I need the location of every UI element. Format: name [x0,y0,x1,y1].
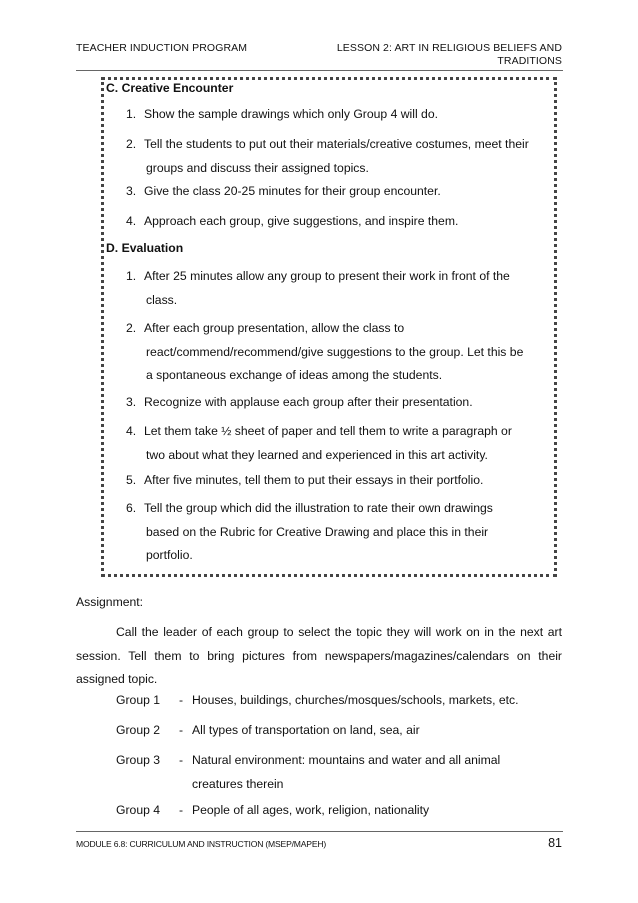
list-item [126,317,523,388]
item-number: 6. [126,501,137,515]
list-item [126,103,438,127]
list-item [126,180,441,204]
item-number: 3. [126,395,137,409]
item-text: a spontaneous exchange of ideas among the students. [146,368,443,382]
header-left: TEACHER INDUCTION PROGRAM [76,42,248,54]
list-item [126,391,473,415]
item-number: 4. [126,214,137,228]
header-right [332,42,562,68]
group-row [116,799,562,823]
group-text: All types of transportation on land, sea, air [192,723,420,737]
group-dash: - [179,753,184,767]
group-label: Group 4 [116,803,161,817]
item-text: class. [146,292,178,307]
group-text: creatures therein [192,776,284,791]
item-text: Let them take ½ sheet of paper and tell them to write a paragraph or [144,424,512,438]
page-number: 81 [548,836,562,850]
item-number: 2. [126,137,137,151]
item-number: 2. [126,321,137,335]
item-text: After 25 minutes allow any group to present their work in front of the [144,269,510,283]
group-text: People of all ages, work, religion, nationality [192,803,430,817]
item-text: Recognize with applause each group after their presentation. [144,395,473,409]
item-number: 1. [126,107,137,121]
list-item [126,265,510,312]
item-text: Tell the group which did the illustration to rate their own drawings [144,501,493,515]
group-row [116,689,562,713]
group-row [116,749,562,796]
group-label: Group 2 [116,723,161,737]
item-text: Approach each group, give suggestions, and inspire them. [144,214,459,228]
item-text: based on the Rubric for Creative Drawing and place this in their [146,524,489,539]
item-number: 5. [126,473,137,487]
list-item [126,497,493,568]
item-text: react/commend/recommend/give suggestions to the group. Let this be [146,344,524,359]
header-right-line1: LESSON 2: ART IN RELIGIOUS BELIEFS AND [336,42,562,54]
item-text: After each group presentation, allow the class to [144,321,405,335]
group-text-block [192,749,562,796]
item-text: groups and discuss their assigned topics. [146,160,369,175]
item-text: two about what they learned and experienced in this art activity. [146,447,488,462]
group-text: Houses, buildings, churches/mosques/schools, markets, etc. [192,693,519,707]
footer-rule [76,831,563,832]
group-row [116,719,562,743]
item-text: After five minutes, tell them to put their essays in their portfolio. [144,473,484,487]
item-text: portfolio. [146,548,193,562]
footer-left: MODULE 6.8: CURRICULUM AND INSTRUCTION (MSEP/MAPEH) [76,839,327,849]
item-number: 4. [126,424,137,438]
list-item [126,210,458,234]
group-dash: - [179,723,184,737]
header-right-line2: TRADITIONS [497,55,562,67]
header-rule [76,70,563,71]
item-text: Show the sample drawings which only Group 4 will do. [144,107,438,121]
group-label: Group 1 [116,693,161,707]
section-d-title: D. Evaluation [106,241,184,255]
assignment-paragraph: Call the leader of each group to select the topic they will work on in the next art session. Tell them to bring pictures from newspapers/magazines/calendars on their assigned topic. [76,625,562,686]
group-dash: - [179,693,184,707]
list-item [126,420,512,467]
item-number: 3. [126,184,137,198]
item-number: 1. [126,269,137,283]
assignment-heading: Assignment: [76,595,144,609]
item-text: Give the class 20-25 minutes for their group encounter. [144,184,441,198]
group-text: Natural environment: mountains and water and all animal [192,753,501,767]
item-text: Tell the students to put out their materials/creative costumes, meet their [144,137,529,151]
list-item [126,133,529,180]
section-c-title: C. Creative Encounter [106,81,234,95]
group-label: Group 3 [116,753,161,767]
list-item [126,469,483,493]
group-dash: - [179,803,184,817]
